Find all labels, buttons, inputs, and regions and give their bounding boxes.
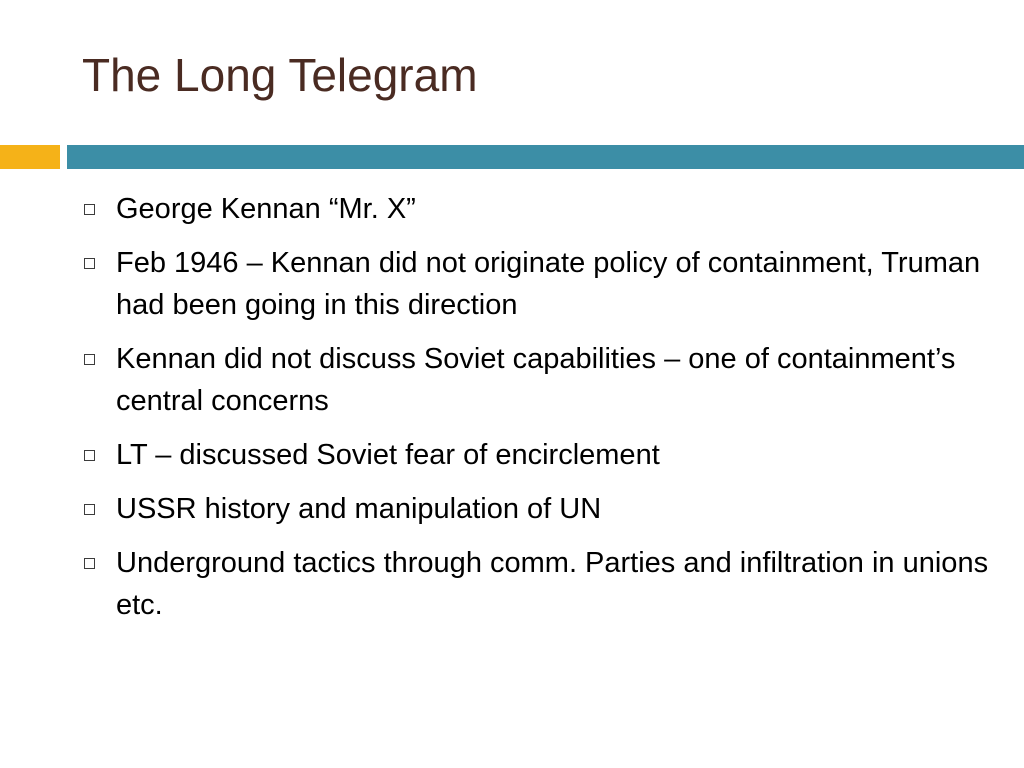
slide-title: The Long Telegram	[82, 49, 478, 101]
bullet-text: LT – discussed Soviet fear of encirclement	[116, 439, 660, 471]
bullet-text: Kennan did not discuss Soviet capabilities – one of containment’s central concerns	[116, 343, 956, 417]
bullet-item	[82, 434, 1002, 476]
hollow-square-bullet-icon	[84, 258, 95, 269]
hollow-square-bullet-icon	[84, 450, 95, 461]
bullet-item	[82, 338, 1002, 422]
bullet-item	[82, 488, 1002, 530]
hollow-square-bullet-icon	[84, 558, 95, 569]
bullet-text: George Kennan “Mr. X”	[116, 193, 416, 225]
bullet-item	[82, 242, 1002, 326]
bullet-list	[82, 188, 1002, 638]
bullet-text: USSR history and manipulation of UN	[116, 493, 602, 525]
bullet-text: Feb 1946 – Kennan did not originate policy of containment, Truman had been going in this direction	[116, 247, 981, 321]
bullet-item	[82, 542, 1002, 626]
accent-bar-left	[0, 145, 60, 169]
bullet-item	[82, 188, 1002, 230]
accent-bar-right	[67, 145, 1024, 169]
hollow-square-bullet-icon	[84, 504, 95, 515]
hollow-square-bullet-icon	[84, 354, 95, 365]
hollow-square-bullet-icon	[84, 204, 95, 215]
bullet-text: Underground tactics through comm. Parties and infiltration in unions etc.	[116, 547, 989, 621]
